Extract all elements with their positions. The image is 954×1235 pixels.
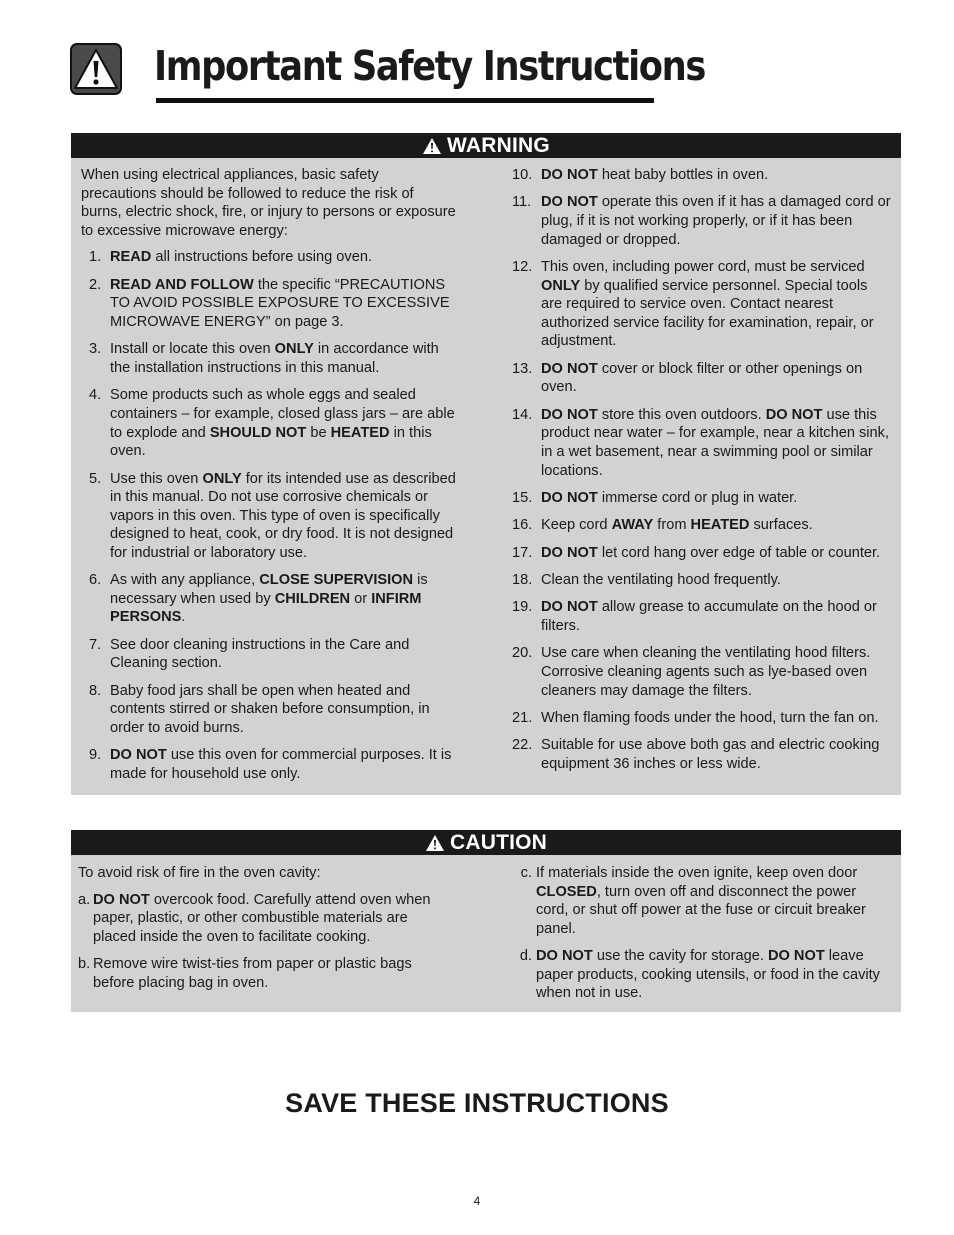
- list-item: [512, 709, 892, 728]
- list-item: [81, 636, 456, 673]
- item-number: 6.: [89, 572, 102, 589]
- caution-label: CAUTION: [449, 830, 548, 854]
- item-number: 9.: [89, 747, 102, 764]
- warning-left-column: [81, 166, 456, 792]
- item-number: 15.: [512, 489, 533, 506]
- list-item: [81, 571, 456, 627]
- item-text: Suitable for use above both gas and electric cooking equipment 36 inches or less wide.: [541, 737, 880, 772]
- list-item: [520, 947, 892, 1003]
- page-number: 4: [473, 1194, 481, 1208]
- list-item: [78, 891, 450, 947]
- item-number: 5.: [89, 470, 102, 487]
- caution-panel: [71, 830, 901, 1012]
- warning-panel: [71, 133, 901, 795]
- list-item: [81, 340, 456, 377]
- list-item: [512, 193, 892, 249]
- item-number: 13.: [512, 360, 533, 377]
- item-text: Use this oven ONLY for its intended use as described in this manual. Do not use corrosive chemicals or vapors in this oven. This type of oven is specifically designed to heat, cook, or dry food. It is not designed for industrial or laboratory use.: [110, 470, 456, 561]
- item-text: DO NOT allow grease to accumulate on the hood or filters.: [541, 599, 877, 635]
- item-text: If materials inside the oven ignite, keep oven door CLOSED, turn oven off and disconnect the power cord, or shut off power at the fuse or circuit breaker panel.: [536, 865, 866, 937]
- item-text: DO NOT store this oven outdoors. DO NOT use this product near water – for example, near a kitchen sink, in a wet basement, near a swimming pool or similar locations.: [541, 406, 889, 479]
- item-text: Clean the ventilating hood frequently.: [541, 572, 781, 589]
- item-number: 22.: [512, 737, 533, 754]
- list-item: [81, 386, 456, 460]
- item-number: 10.: [512, 167, 533, 183]
- item-text: This oven, including power cord, must be serviced ONLY by qualified service personnel. Special tools are required to service oven. Contact nearest authorized service facility for examination, repair, or adjustment.: [541, 258, 874, 350]
- item-text: DO NOT use this oven for commercial purposes. It is made for household use only.: [110, 747, 452, 782]
- item-number: 11.: [512, 194, 532, 211]
- item-number: b.: [78, 956, 91, 973]
- item-text: Some products such as whole eggs and sealed containers – for example, closed glass jars – are able to explode and SHOULD NOT be HEATED in this oven.: [110, 387, 455, 460]
- item-text: As with any appliance, CLOSE SUPERVISION is necessary when used by CHILDREN or INFIRM PERSONS.: [110, 572, 428, 626]
- title-underline: [156, 98, 654, 103]
- item-number: d.: [519, 948, 532, 965]
- item-number: 21.: [512, 710, 533, 727]
- page-header: [70, 40, 705, 110]
- item-text: Install or locate this oven ONLY in accordance with the installation instructions in this manual.: [110, 341, 439, 376]
- warning-intro: When using electrical appliances, basic safety precautions should be followed to reduce the risk of burns, electric shock, fire, or injury to persons or exposure to excessive microwave energy:: [81, 167, 456, 239]
- item-text: DO NOT operate this oven if it has a damaged cord or plug, if it is not working properly, or if it has been damaged or dropped.: [541, 194, 891, 248]
- item-text: DO NOT use the cavity for storage. DO NOT leave paper products, cooking utensils, or food in the cavity when not in use.: [536, 948, 880, 1002]
- list-item: [512, 406, 892, 480]
- page-title: Important Safety Instructions: [154, 42, 705, 90]
- item-number: 8.: [89, 682, 102, 699]
- item-text: When flaming foods under the hood, turn the fan on.: [541, 710, 879, 727]
- item-text: DO NOT immerse cord or plug in water.: [541, 489, 798, 506]
- item-text: Use care when cleaning the ventilating hood filters. Corrosive cleaning agents such as lye-based oven cleaners may damage the filters.: [541, 645, 871, 699]
- warning-header: [71, 133, 901, 158]
- list-item: [81, 682, 456, 738]
- warning-label: WARNING: [447, 133, 550, 157]
- item-number: 4.: [89, 387, 102, 404]
- warning-icon: [422, 137, 442, 155]
- warning-triangle-icon: [70, 43, 122, 95]
- item-number: 18.: [512, 572, 533, 589]
- list-item: [81, 276, 456, 332]
- list-item: [512, 598, 892, 635]
- list-item: [512, 544, 892, 563]
- caution-intro: To avoid risk of fire in the oven cavity:: [78, 865, 321, 881]
- list-item: [512, 360, 892, 397]
- item-number: 7.: [89, 636, 102, 653]
- item-text: See door cleaning instructions in the Care and Cleaning section.: [110, 636, 410, 672]
- caution-left-column: [78, 864, 450, 1001]
- warning-icon: [425, 834, 445, 852]
- list-item: [512, 489, 892, 508]
- item-text: READ AND FOLLOW the specific “PRECAUTIONS TO AVOID POSSIBLE EXPOSURE TO EXCESSIVE MICROWAVE ENERGY” on page 3.: [110, 276, 450, 330]
- list-item: [512, 644, 892, 700]
- list-item: [78, 955, 450, 992]
- list-item: [512, 736, 892, 773]
- caution-header: [71, 830, 901, 855]
- item-text: DO NOT cover or block filter or other openings on oven.: [541, 360, 863, 396]
- save-instructions-heading: SAVE THESE INSTRUCTIONS: [285, 1088, 669, 1118]
- list-item: [512, 258, 892, 351]
- list-item: [512, 516, 892, 535]
- list-item: [81, 248, 456, 267]
- item-text: DO NOT heat baby bottles in oven.: [541, 167, 769, 183]
- item-number: a.: [78, 891, 91, 908]
- item-number: 17.: [512, 544, 533, 561]
- item-text: READ all instructions before using oven.: [110, 249, 373, 266]
- item-text: Baby food jars shall be open when heated and contents stirred or shaken before consumption, in order to avoid burns.: [110, 682, 430, 737]
- item-number: 16.: [512, 517, 533, 534]
- list-item: [81, 746, 456, 783]
- item-number: 14.: [512, 406, 533, 423]
- item-number: 12.: [512, 258, 533, 275]
- item-number: 1.: [89, 249, 102, 266]
- item-number: 20.: [512, 645, 533, 662]
- list-item: [81, 470, 456, 563]
- item-number: 2.: [89, 276, 102, 293]
- item-text: DO NOT let cord hang over edge of table or counter.: [541, 544, 881, 561]
- item-number: c.: [520, 865, 532, 881]
- item-number: 19.: [512, 599, 533, 616]
- list-item: [520, 864, 892, 938]
- item-text: Keep cord AWAY from HEATED surfaces.: [541, 517, 813, 534]
- warning-right-column: [512, 166, 892, 782]
- list-item: [512, 166, 892, 185]
- item-text: DO NOT overcook food. Carefully attend oven when paper, plastic, or other combustible materials are placed inside the oven to facilitate cooking.: [93, 891, 431, 945]
- item-text: Remove wire twist-ties from paper or plastic bags before placing bag in oven.: [93, 956, 412, 991]
- caution-right-column: [520, 864, 892, 1012]
- item-number: 3.: [89, 341, 102, 358]
- list-item: [512, 571, 892, 590]
